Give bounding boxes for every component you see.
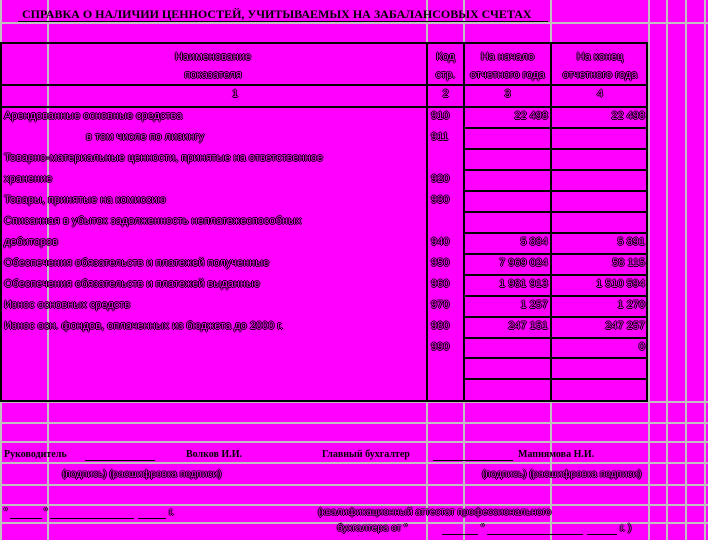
row-970-start: 1 257: [520, 299, 548, 311]
qualification-line2-a: бухгалтера от ": [337, 523, 408, 534]
head-signature-line: [85, 460, 155, 461]
row-970-end: 1 270: [617, 299, 645, 311]
row-910-start: 22 498: [514, 110, 548, 122]
qual-day-line: [442, 534, 478, 535]
colnum-4: 4: [596, 88, 604, 100]
chief-signature-line: [433, 460, 513, 461]
row-950-start: 7 969 024: [499, 257, 548, 269]
caption-right: (подпись) (расшифровка подписи): [482, 469, 642, 480]
chief-name: Мапнямова Н.И.: [518, 449, 595, 460]
row-990-end: 0: [638, 341, 645, 353]
head-name: Волков И.И.: [186, 449, 242, 460]
row-950-code: 950: [431, 257, 450, 269]
qualification-line2-b: ": [481, 523, 485, 534]
row-940-end: 5 891: [617, 236, 645, 248]
row-910-end: 22 498: [611, 110, 645, 122]
row-920-name-line2: хранение: [4, 173, 53, 185]
qual-year-line: [587, 534, 617, 535]
row-970-name: Износ основных средств: [4, 299, 131, 311]
head-label: Руководитель: [4, 449, 67, 460]
date-quote-open: ": [4, 507, 8, 518]
row-980-name: Износ осн. фондов, оплаченных из бюджета до 2000 г.: [4, 320, 284, 332]
row-950-end: 58 115: [612, 257, 645, 269]
row-990-code: 990: [431, 341, 450, 353]
row-950-name: Обеспечения обязательств и платежей полученные: [4, 257, 270, 269]
row-980-end: 247 257: [605, 320, 645, 332]
chief-label: Главный бухгалтер: [322, 449, 410, 460]
qual-month-line: [487, 534, 583, 535]
row-940-code: 940: [431, 236, 450, 248]
date-year-line: [138, 518, 166, 519]
header-end: На конец отчетного года: [562, 51, 638, 81]
row-910-name: Арендованные основные средства: [4, 110, 183, 122]
title-underline: [18, 21, 548, 22]
row-960-end: 1 510 594: [596, 278, 645, 290]
header-code: Код стр.: [435, 51, 456, 81]
row-960-start: 1 981 913: [499, 278, 548, 290]
row-940-start: 5 884: [520, 236, 548, 248]
caption-left: (подпись) (расшифровка подписи): [62, 469, 222, 480]
row-911-code: 911: [431, 131, 449, 143]
header-name: Наименование показателя: [174, 51, 252, 81]
row-970-code: 970: [431, 299, 450, 311]
row-920-code: 920: [431, 173, 450, 185]
colnum-2: 2: [442, 88, 449, 100]
date-year-suffix: г.: [169, 507, 175, 518]
row-960-code: 960: [431, 278, 450, 290]
row-940-name-line2: дебиторов: [4, 236, 58, 248]
qualification-line1: (квалификационный аттестат профессионального: [318, 507, 552, 518]
qualification-line2-c: г. ): [620, 523, 632, 534]
document-title: СПРАВКА О НАЛИЧИИ ЦЕННОСТЕЙ, УЧИТЫВАЕМЫХ НА ЗАБАЛАНСОВЫХ СЧЕТАХ: [22, 7, 532, 21]
row-911-name: в том числе по лизингу: [86, 131, 204, 143]
date-day-line: [10, 518, 42, 519]
row-980-start: 247 151: [508, 320, 548, 332]
header-start: На начало отчетного года: [470, 51, 545, 81]
colnum-3: 3: [504, 88, 511, 100]
row-980-code: 980: [431, 320, 450, 332]
row-910-code: 910: [431, 110, 450, 122]
row-920-name-line1: Товарно-материальные ценности, принятые на ответственное: [4, 152, 323, 164]
row-930-name: Товары, принятые на комиссию: [4, 194, 166, 206]
row-930-code: 930: [431, 194, 450, 206]
row-940-name-line1: Списанная в убыток задолженность неплатежеспособных: [4, 215, 302, 227]
row-960-name: Обеспечения обязательств и платежей выданные: [4, 278, 260, 290]
date-month-line: [50, 518, 134, 519]
date-quote-close: ": [44, 507, 48, 518]
colnum-1: 1: [231, 88, 239, 100]
